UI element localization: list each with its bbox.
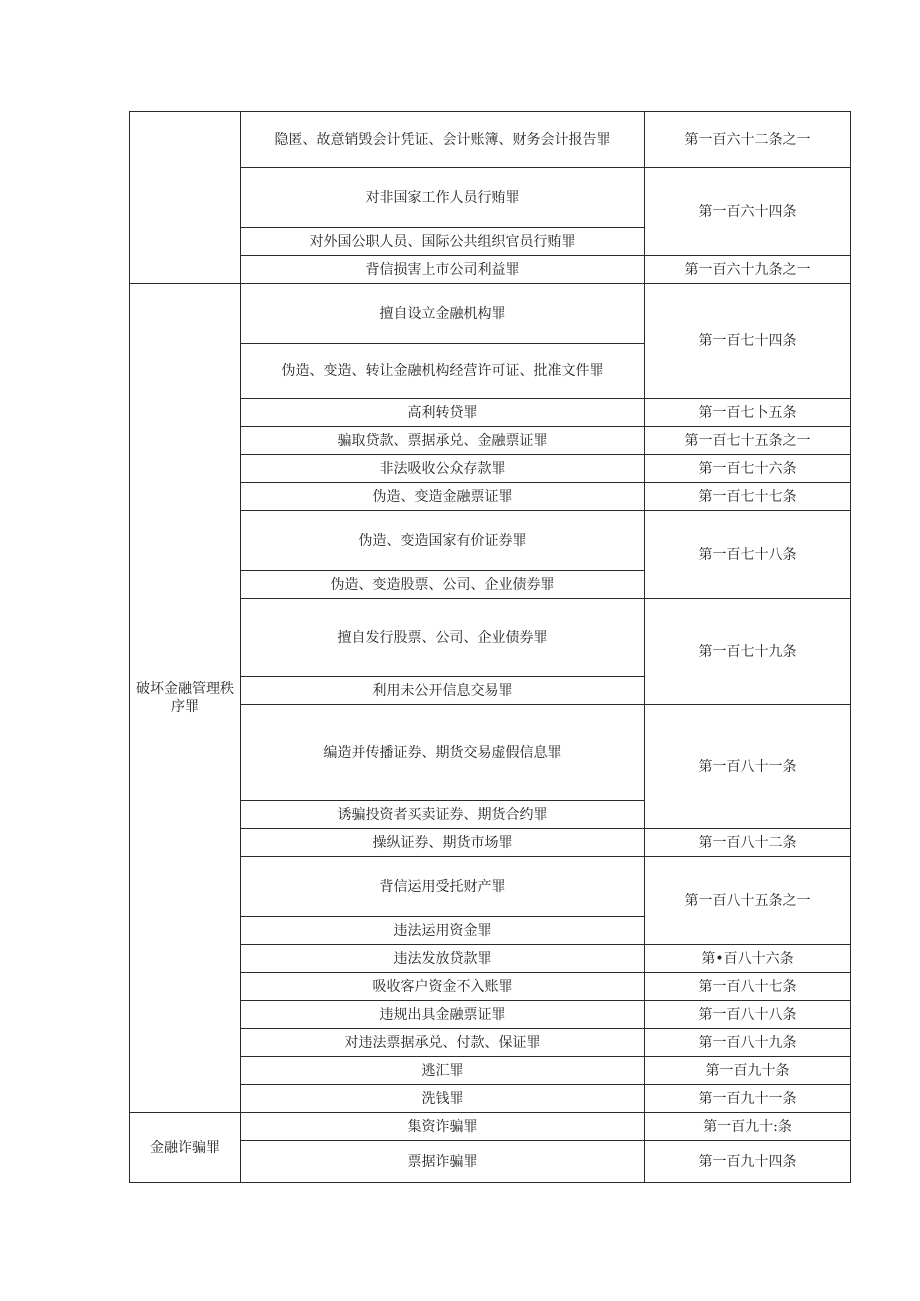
article-number: 第一百八十五条之一 bbox=[645, 857, 851, 945]
category-cell: 破坏金融管理秩序罪 bbox=[130, 284, 241, 1113]
crime-name: 高利转贷罪 bbox=[241, 399, 645, 427]
article-number: 第一百七卜五条 bbox=[645, 399, 851, 427]
crime-name: 擅自发行股票、公司、企业债券罪 bbox=[241, 599, 645, 677]
category-cell: 金融诈骗罪 bbox=[130, 1113, 241, 1183]
table-row bbox=[130, 284, 851, 344]
crime-article-table bbox=[129, 111, 851, 1183]
crime-name: 编造并传播证券、期货交易虚假信息罪 bbox=[241, 705, 645, 801]
article-number: 第一百七十八条 bbox=[645, 511, 851, 599]
article-number: 第一百六十九条之一 bbox=[645, 256, 851, 284]
crime-name: 违法发放贷款罪 bbox=[241, 945, 645, 973]
crime-name: 吸收客户资金不入账罪 bbox=[241, 973, 645, 1001]
article-number: 第一百七十六条 bbox=[645, 455, 851, 483]
crime-name: 骗取贷款、票据承兑、金融票证罪 bbox=[241, 427, 645, 455]
article-number: 第一百七十四条 bbox=[645, 284, 851, 399]
crime-name: 背信运用受托财产罪 bbox=[241, 857, 645, 917]
crime-name: 诱骗投资者买卖证券、期货合约罪 bbox=[241, 801, 645, 829]
article-number: 第一百八十九条 bbox=[645, 1029, 851, 1057]
crime-name: 对外国公职人员、国际公共组织官员行贿罪 bbox=[241, 228, 645, 256]
article-number: 第一百七十九条 bbox=[645, 599, 851, 705]
article-number: 第一百七十五条之一 bbox=[645, 427, 851, 455]
crime-name: 伪造、变造股票、公司、企业债券罪 bbox=[241, 571, 645, 599]
article-number: 第一百八十七条 bbox=[645, 973, 851, 1001]
crime-name: 操纵证券、期货市场罪 bbox=[241, 829, 645, 857]
article-number: 第一百七十七条 bbox=[645, 483, 851, 511]
article-number: 第一百八十二条 bbox=[645, 829, 851, 857]
article-number: 第一百六十四条 bbox=[645, 168, 851, 256]
table-row bbox=[130, 1113, 851, 1141]
crime-name: 对违法票据承兑、付款、保证罪 bbox=[241, 1029, 645, 1057]
crime-name: 违规出具金融票证罪 bbox=[241, 1001, 645, 1029]
article-number: 第一百八十八条 bbox=[645, 1001, 851, 1029]
article-number: 第•百八十六条 bbox=[645, 945, 851, 973]
crime-name: 背信损害上市公司利益罪 bbox=[241, 256, 645, 284]
crime-name: 集资诈骗罪 bbox=[241, 1113, 645, 1141]
article-number: 第一百六十二条之一 bbox=[645, 112, 851, 168]
crime-name: 逃汇罪 bbox=[241, 1057, 645, 1085]
article-number: 第一百八十一条 bbox=[645, 705, 851, 829]
category-cell bbox=[130, 112, 241, 284]
table-row bbox=[130, 112, 851, 168]
crime-name: 隐匿、故意销毁会计凭证、会计账簿、财务会计报告罪 bbox=[241, 112, 645, 168]
crime-name: 违法运用资金罪 bbox=[241, 917, 645, 945]
crime-name: 利用未公开信息交易罪 bbox=[241, 677, 645, 705]
article-number: 第一百九十:条 bbox=[645, 1113, 851, 1141]
crime-name: 伪造、变造、转让金融机构经营许可证、批准文件罪 bbox=[241, 344, 645, 399]
crime-name: 非法吸收公众存款罪 bbox=[241, 455, 645, 483]
crime-name: 洗钱罪 bbox=[241, 1085, 645, 1113]
crime-name: 票据诈骗罪 bbox=[241, 1141, 645, 1183]
crime-name: 对非国家工作人员行贿罪 bbox=[241, 168, 645, 228]
article-number: 第一百九十一条 bbox=[645, 1085, 851, 1113]
crime-name: 擅自设立金融机构罪 bbox=[241, 284, 645, 344]
crime-name: 伪造、变造金融票证罪 bbox=[241, 483, 645, 511]
article-number: 第一百九十四条 bbox=[645, 1141, 851, 1183]
article-number: 第一百九十条 bbox=[645, 1057, 851, 1085]
crime-name: 伪造、变造国家有价证券罪 bbox=[241, 511, 645, 571]
